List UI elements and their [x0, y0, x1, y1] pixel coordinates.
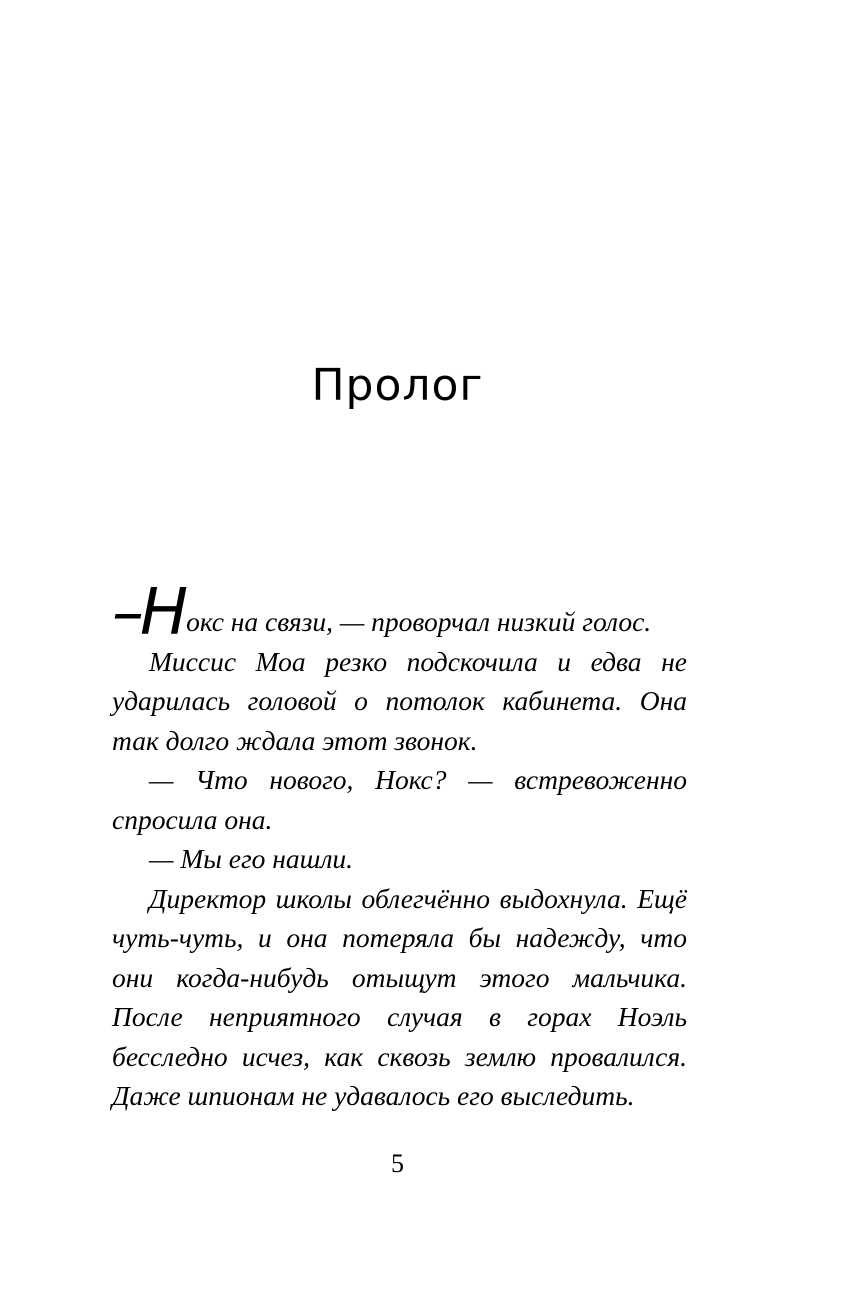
paragraph: Директор школы облегчённо выдохнула. Ещё чуть-чуть, и она потеряла бы надежду, что они когда-нибудь отыщут этого мальчика. После неприятного случая в горах Ноэль бесследно исчез, как сквозь землю провалился. Даже шпионам не удавалось его выследить. — [112, 882, 687, 1111]
paragraph: — Что нового, Нокс? — встревоженно спросила она. — [112, 764, 687, 835]
first-paragraph — [112, 576, 687, 650]
paragraph: Миссис Моа резко подскочила и едва не ударилась головой о потолок кабинета. Она так долго ждала этот звонок. — [112, 645, 687, 756]
paragraph: — Мы его нашли. — [149, 843, 354, 874]
drop-cap: –Н — [112, 576, 185, 650]
chapter-title: Пролог — [311, 360, 484, 411]
chapter-body — [112, 576, 687, 1116]
first-paragraph-text: окс на связи, — проворчал низкий голос. — [186, 606, 652, 637]
page-number: 5 — [391, 1149, 404, 1178]
